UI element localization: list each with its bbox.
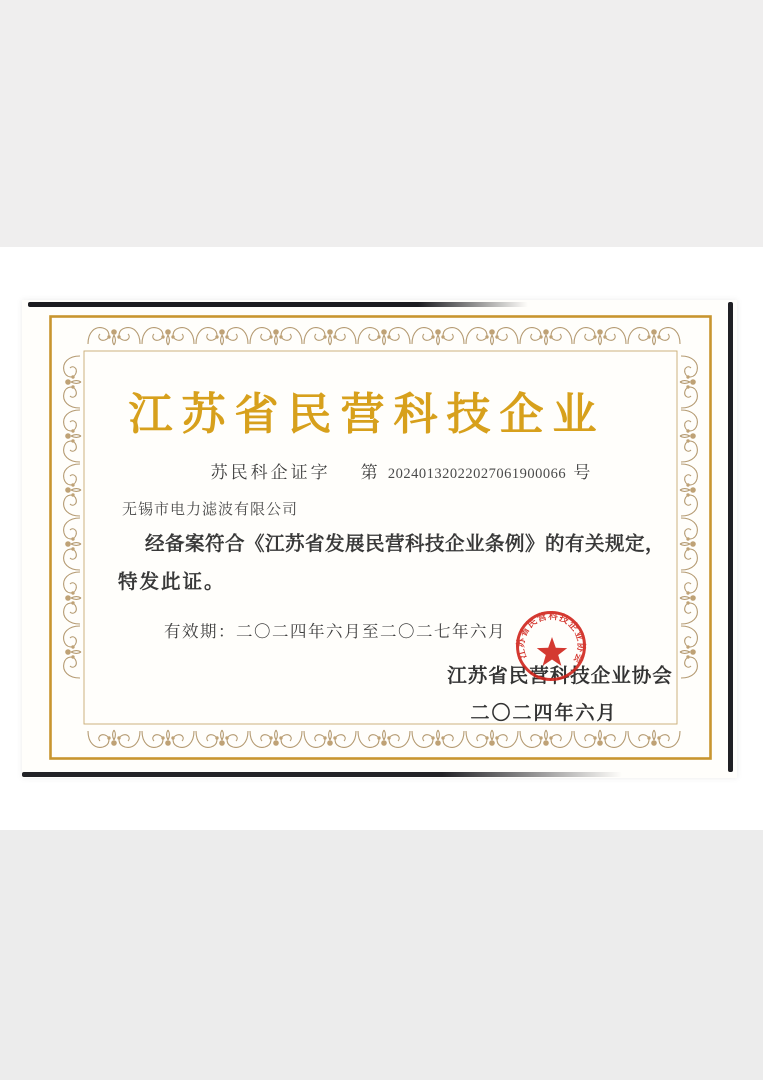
seal-arc-text: 江苏省民营科技企业协会: [516, 611, 586, 666]
issuer-name: 江苏省民营科技企业协会: [447, 666, 673, 687]
cert-no-prefix: 苏民科企证字: [210, 463, 331, 482]
cert-no-di: 第: [360, 463, 381, 482]
top-gray-band: [0, 0, 763, 247]
certificate-photo: [22, 300, 737, 778]
official-seal: [506, 601, 596, 691]
body-text-line2: 特发此证。: [118, 572, 226, 593]
cert-no-number: 20240132022027061900066: [387, 466, 567, 482]
issue-date: 二〇二四年六月: [470, 703, 618, 724]
photo-top-edge: [28, 302, 528, 307]
seal-star-icon: [537, 637, 567, 666]
bottom-gray-band: [0, 830, 763, 1080]
company-name: 无锡市电力滤波有限公司: [122, 502, 299, 518]
body-text-line1: 经备案符合《江苏省发展民营科技企业条例》的有关规定，: [145, 534, 666, 555]
validity-line: 有效期：二〇二四年六月至二〇二七年六月: [164, 622, 506, 641]
certificate-title: 江苏省民营科技企业: [128, 390, 606, 439]
cert-number-line: [72, 458, 732, 483]
photo-bottom-edge: [22, 772, 622, 777]
photo-right-edge: [728, 302, 733, 772]
cert-no-suffix: 号: [573, 463, 594, 482]
